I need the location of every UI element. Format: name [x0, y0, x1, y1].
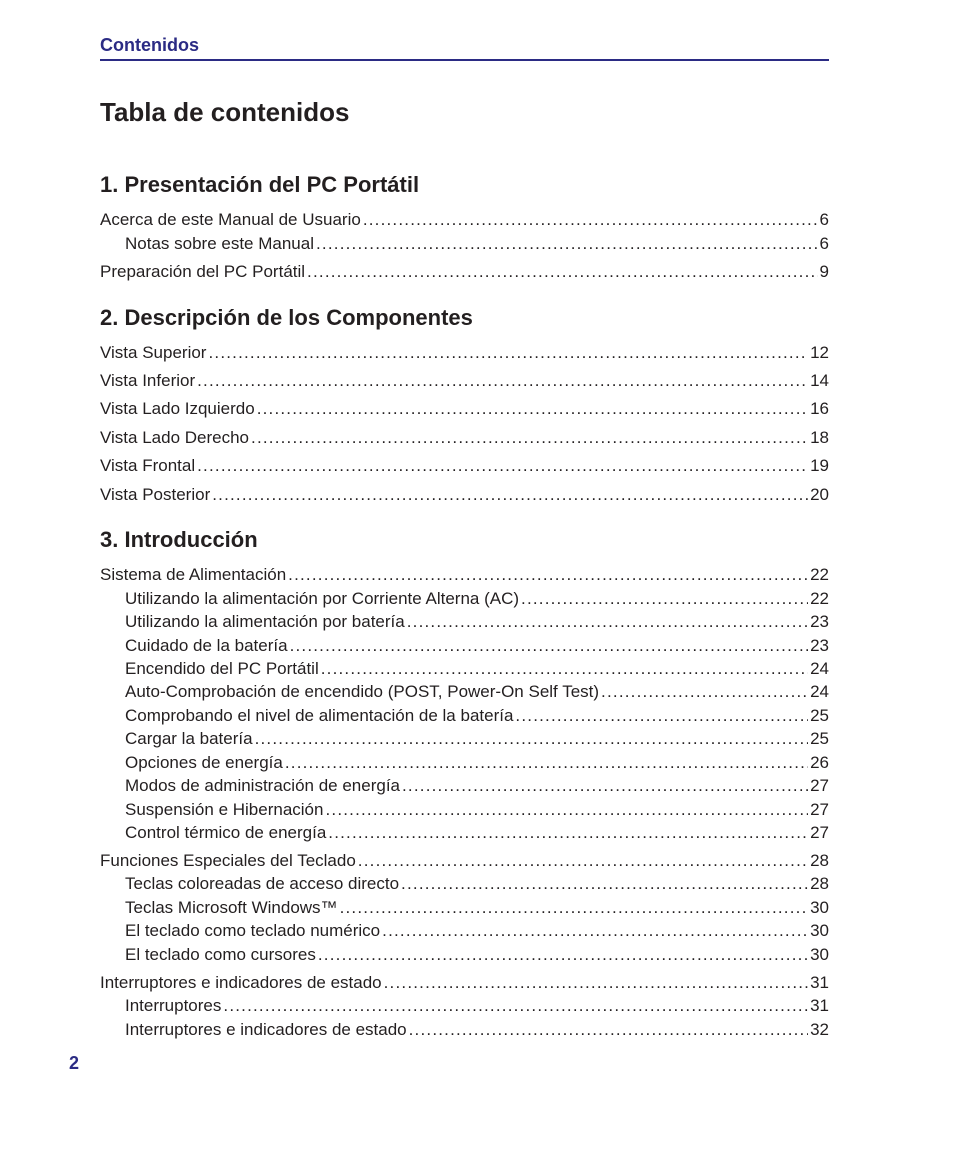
toc-entry-label: Vista Inferior [100, 371, 196, 390]
toc-entry-label: Vista Posterior [100, 485, 211, 504]
toc-entry-label: Encendido del PC Portátil [125, 659, 319, 678]
toc-entry[interactable] [125, 681, 829, 703]
toc-entry-label: Vista Lado Derecho [100, 428, 250, 447]
toc-entry[interactable] [125, 1019, 829, 1041]
dot-leader [285, 752, 808, 774]
dot-leader [290, 635, 809, 657]
dot-leader [197, 370, 808, 392]
toc-entry-page: 32 [810, 1020, 829, 1039]
toc-entry-page: 30 [810, 945, 829, 964]
toc-entry[interactable] [100, 342, 829, 364]
dot-leader [358, 850, 808, 872]
toc-entry[interactable] [125, 658, 829, 680]
toc-entry-page: 24 [810, 659, 829, 678]
toc-entry[interactable] [125, 728, 829, 750]
toc-entry-label: Sistema de Alimentación [100, 565, 287, 584]
dot-leader [307, 261, 817, 283]
toc-entry[interactable] [125, 705, 829, 727]
toc-entry[interactable] [125, 588, 829, 610]
toc-entry[interactable] [125, 822, 829, 844]
dot-leader [515, 705, 808, 727]
section-heading: 1. Presentación del PC Portátil [100, 172, 420, 197]
toc-entry-label: Preparación del PC Portátil [100, 262, 306, 281]
dot-leader [328, 822, 808, 844]
toc-entry[interactable] [100, 850, 829, 872]
toc-entry-label: Vista Lado Izquierdo [100, 399, 255, 418]
toc-section-3 [100, 527, 829, 1047]
dot-leader [251, 427, 808, 449]
toc-entry[interactable] [100, 484, 829, 506]
toc-entry[interactable] [125, 799, 829, 821]
toc-entry-page: 31 [810, 996, 829, 1015]
toc-entry[interactable] [100, 564, 829, 586]
toc-entry-page: 30 [810, 921, 829, 940]
toc-entry[interactable] [100, 261, 829, 283]
toc-entry[interactable] [125, 611, 829, 633]
toc-entry-page: 31 [810, 973, 829, 992]
toc-entry-page: 20 [810, 485, 829, 504]
section-heading: 3. Introducción [100, 527, 258, 552]
toc-entry-label: Cargar la batería [125, 729, 253, 748]
dot-leader [318, 944, 808, 966]
toc-entry[interactable] [100, 972, 829, 994]
toc-entry-label: Acerca de este Manual de Usuario [100, 210, 361, 229]
toc-entry-page: 28 [810, 851, 829, 870]
toc-entry[interactable] [125, 873, 829, 895]
toc-section-2 [100, 305, 829, 510]
toc-entry-page: 22 [810, 565, 829, 584]
toc-entry-label: Funciones Especiales del Teclado [100, 851, 356, 870]
toc-entry-page: 28 [810, 874, 829, 893]
toc-entry-label: Utilizando la alimentación por batería [125, 612, 405, 631]
toc-entry[interactable] [125, 775, 829, 797]
dot-leader [521, 588, 808, 610]
dot-leader [255, 728, 809, 750]
toc-entry-label: Interruptores e indicadores de estado [100, 973, 382, 992]
toc-entry-label: Auto-Comprobación de encendido (POST, Power-On Self Test) [125, 682, 600, 701]
toc-entry[interactable] [125, 233, 829, 255]
dot-leader [363, 209, 818, 231]
running-header [100, 34, 829, 61]
dot-leader [409, 1019, 808, 1041]
toc-entry[interactable] [125, 944, 829, 966]
toc-entry[interactable] [100, 370, 829, 392]
toc-entry[interactable] [100, 455, 829, 477]
toc-entry-page: 27 [810, 823, 829, 842]
toc-entry-page: 27 [810, 800, 829, 819]
toc-entry-label: El teclado como cursores [125, 945, 316, 964]
toc-entry-label: Interruptores e indicadores de estado [125, 1020, 407, 1039]
toc-entry-page: 23 [810, 612, 829, 631]
toc-entry-page: 25 [810, 706, 829, 725]
dot-leader [223, 995, 808, 1017]
toc-entry-label: Cuidado de la batería [125, 636, 288, 655]
dot-leader [288, 564, 808, 586]
dot-leader [407, 611, 808, 633]
toc-entry-label: Opciones de energía [125, 753, 283, 772]
toc-entry-page: 24 [810, 682, 829, 701]
dot-leader [321, 658, 808, 680]
dot-leader [401, 873, 808, 895]
toc-entry-label: Teclas coloreadas de acceso directo [125, 874, 400, 893]
toc-entry[interactable] [100, 427, 829, 449]
dot-leader [601, 681, 808, 703]
toc-entry[interactable] [100, 209, 829, 231]
page-number: 2 [69, 1053, 80, 1073]
toc-entry-page: 26 [810, 753, 829, 772]
toc-section-1 [100, 172, 829, 282]
toc-entry-page: 27 [810, 776, 829, 795]
dot-leader [402, 775, 808, 797]
toc-entry-page: 6 [819, 210, 829, 229]
dot-leader [208, 342, 808, 364]
toc-entry-page: 18 [810, 428, 829, 447]
page-title: Tabla de contenidos [100, 97, 350, 127]
toc-entry-page: 12 [810, 343, 829, 362]
toc-entry[interactable] [100, 398, 829, 420]
toc-entry-label: El teclado como teclado numérico [125, 921, 381, 940]
toc-entry[interactable] [125, 995, 829, 1017]
toc-entry-label: Teclas Microsoft Windows™ [125, 898, 338, 917]
toc-entry-page: 25 [810, 729, 829, 748]
toc-entry[interactable] [125, 752, 829, 774]
section-heading: 2. Descripción de los Componentes [100, 305, 473, 330]
toc-entry[interactable] [125, 897, 829, 919]
toc-entry-page: 6 [819, 234, 829, 253]
toc-entry-label: Comprobando el nivel de alimentación de la batería [125, 706, 514, 725]
toc-entry-page: 14 [810, 371, 829, 390]
toc-entry-label: Notas sobre este Manual [125, 234, 314, 253]
dot-leader [257, 398, 808, 420]
dot-leader [382, 920, 808, 942]
toc-entry[interactable] [125, 920, 829, 942]
toc-entry-page: 23 [810, 636, 829, 655]
toc-entry-page: 30 [810, 898, 829, 917]
toc-entry-label: Vista Superior [100, 343, 207, 362]
toc-entry-label: Utilizando la alimentación por Corriente Alterna (AC) [125, 589, 520, 608]
toc-entry-page: 16 [810, 399, 829, 418]
running-header-title: Contenidos [100, 35, 199, 55]
toc-entry[interactable] [125, 635, 829, 657]
toc-entry-page: 19 [810, 456, 829, 475]
dot-leader [340, 897, 809, 919]
dot-leader [325, 799, 808, 821]
toc-entry-page: 22 [810, 589, 829, 608]
dot-leader [212, 484, 808, 506]
toc-entry-label: Interruptores [125, 996, 222, 1015]
toc-entry-label: Suspensión e Hibernación [125, 800, 324, 819]
toc-entry-label: Vista Frontal [100, 456, 196, 475]
toc-entry-label: Control térmico de energía [125, 823, 327, 842]
toc-entry-label: Modos de administración de energía [125, 776, 400, 795]
toc-entry-page: 9 [819, 262, 829, 281]
dot-leader [384, 972, 808, 994]
dot-leader [197, 455, 808, 477]
dot-leader [316, 233, 818, 255]
